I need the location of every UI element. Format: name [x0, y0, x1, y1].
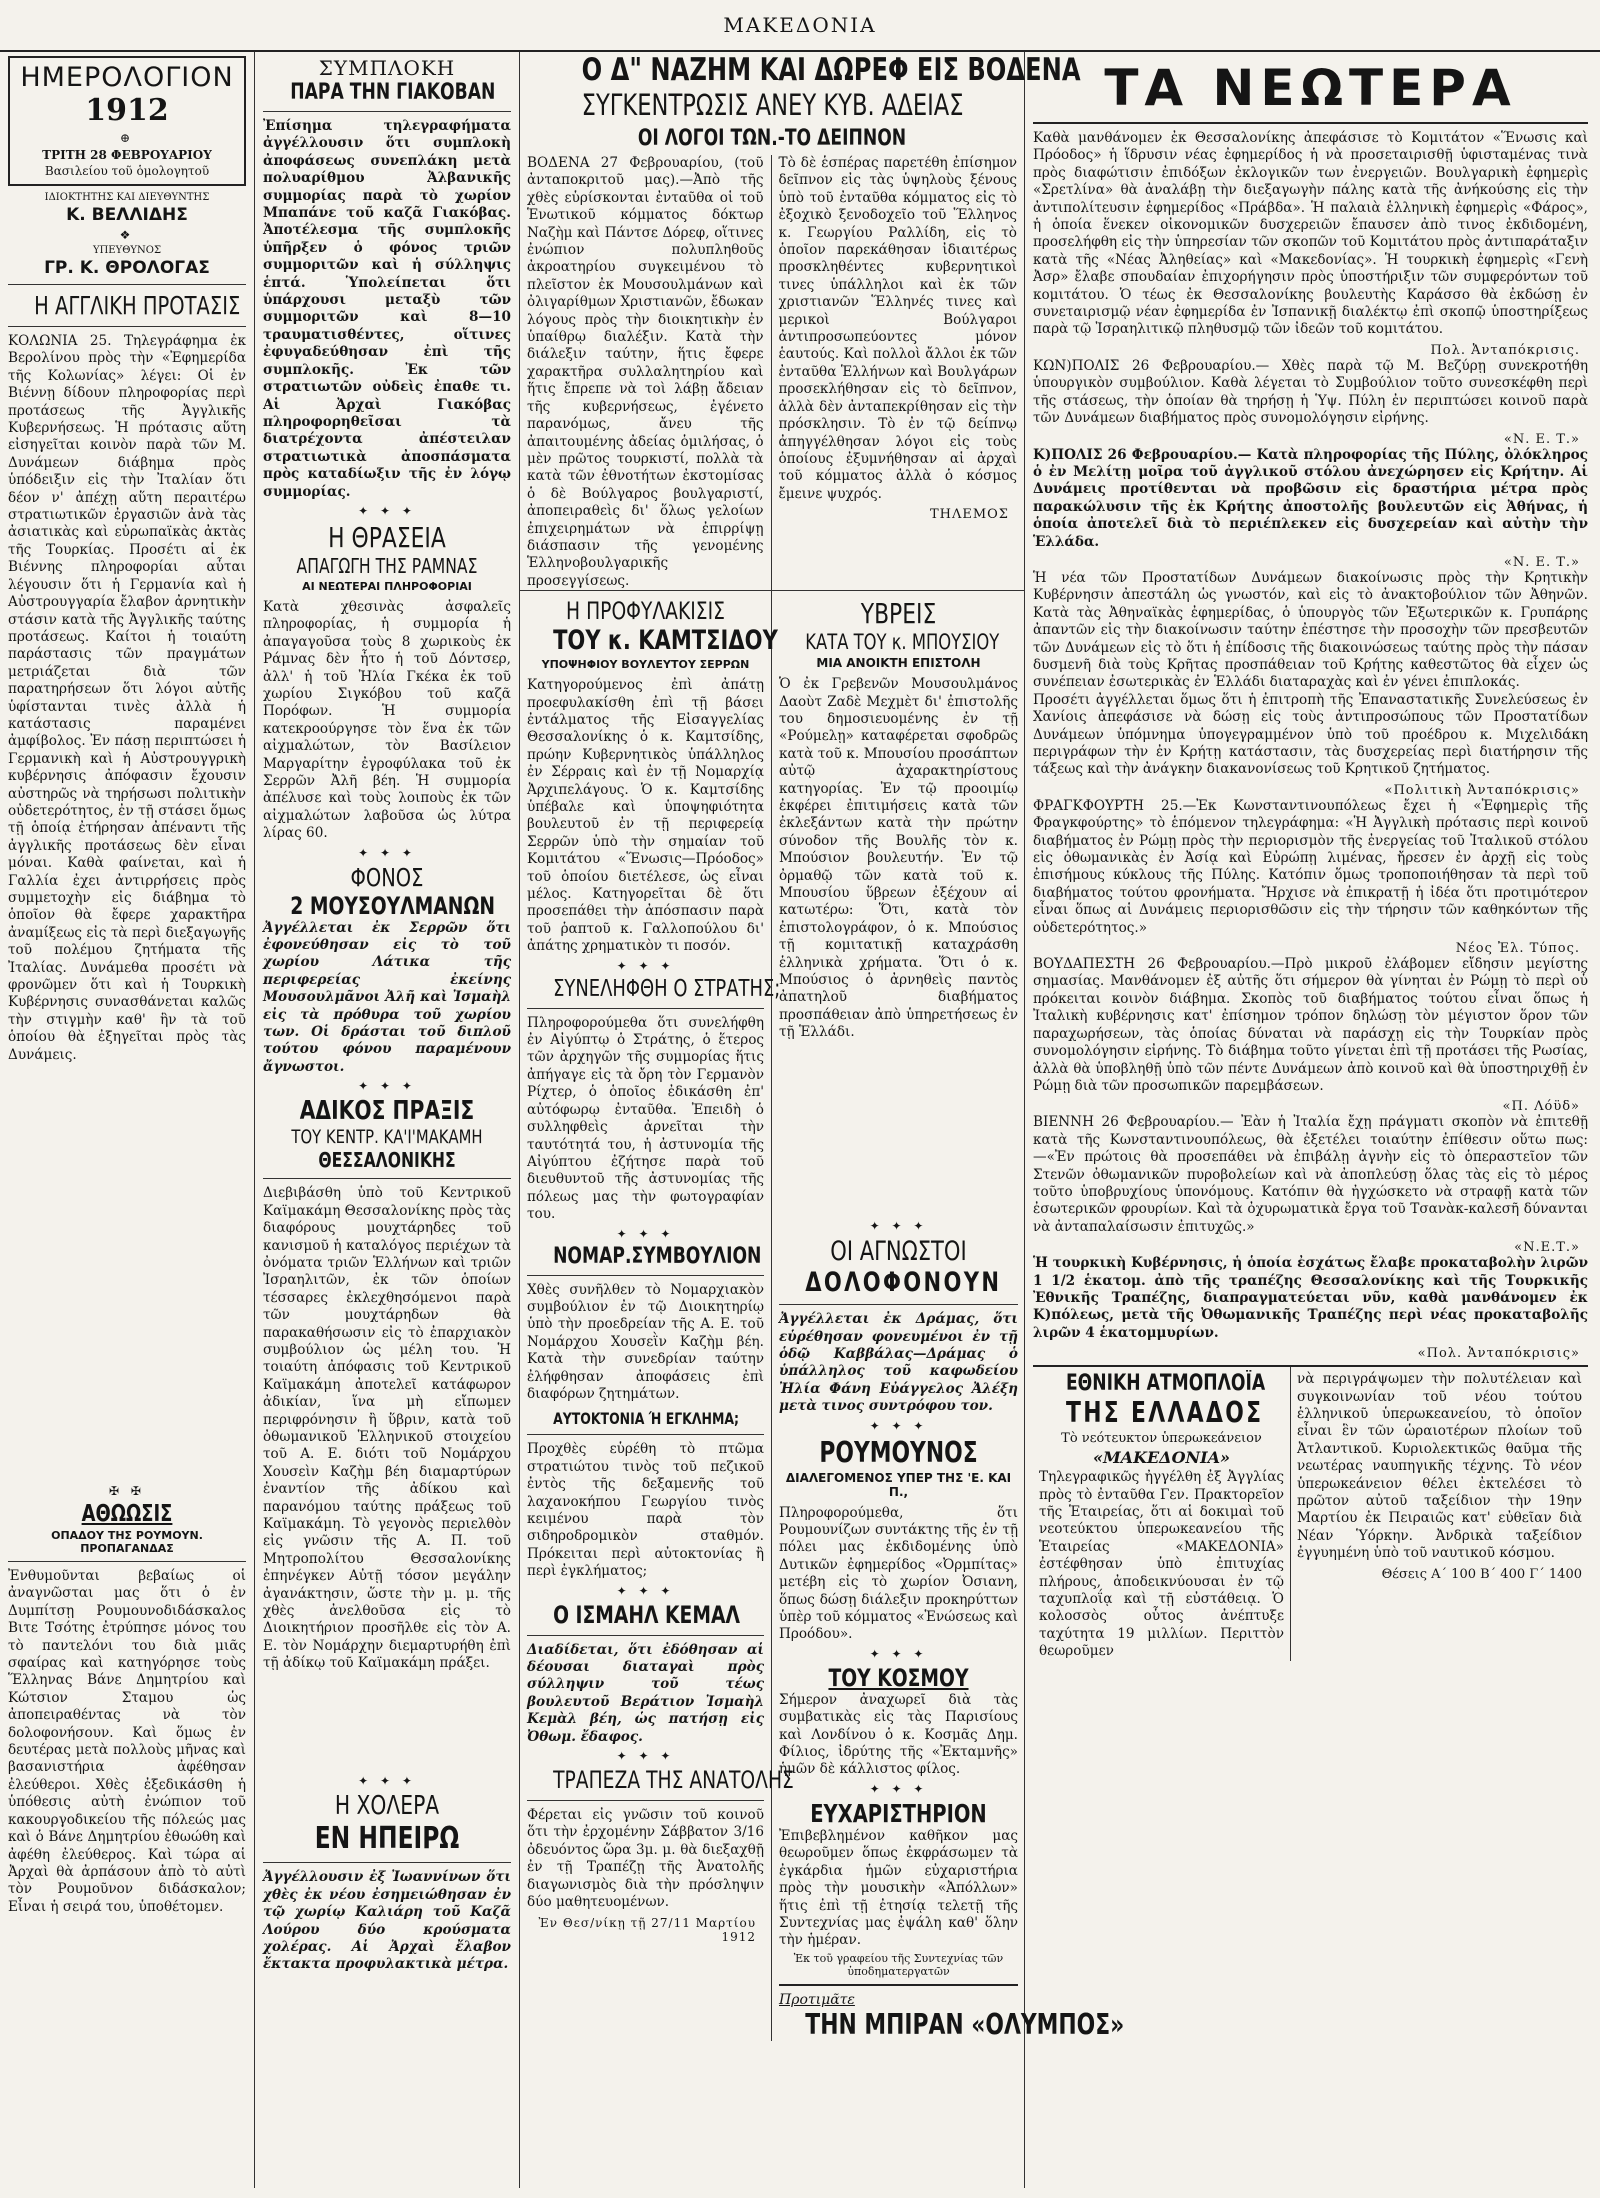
article-title: ΥΒΡΕΙΣ [860, 597, 937, 631]
article-title: ΣΥΝΕΛΗΦΘΗ Ο ΣΤΡΑΤΗΣ; [553, 975, 781, 1002]
ornament: ✦ ✦ ✦ [869, 1219, 928, 1234]
news-source: «Ν.Ε.Τ.» [1514, 1240, 1580, 1256]
article-subtitle: ΟΠΑΔΟΥ ΤΗΣ ΡΟΥΜΟΥΝ. ΠΡΟΠΑΓΑΝΔΑΣ [51, 1529, 203, 1555]
article-title: Η ΠΡΟΦΥΛΑΚΙΣΙΣ [566, 597, 725, 626]
divider [8, 1561, 246, 1562]
news-source: «Ν. Ε. Τ.» [1503, 431, 1580, 447]
article-title: Η ΧΟΛΕΡΑ [334, 1791, 440, 1822]
article-subtitle: ΑΙ ΝΕΩΤΕΡΑΙ ΠΛΗΡΟΦΟΡΙΑΙ [302, 579, 472, 593]
article-title: ΑΘΩΩΣΙΣ [81, 1501, 173, 1527]
divider [263, 1178, 511, 1179]
news-paragraph: Ἡ τουρκικὴ Κυβέρνησις, ἡ ὁποία ἐσχάτως ἔλαβε προκαταβολὴν λιρῶν 1 1/2 ἑκατομ. ἀπὸ τῆς τραπέζης Θεσσαλονίκης καὶ τῆς Τουρκικῆς Ἐθνικῆς Τραπέζης, διαπραγματεύεται νῦν, καθὰ μανθάνομεν ἐκ Κ)πόλεως, μετὰ τῆς Ὀθωμανικῆς Τραπέζης περὶ νέας προκαταβολῆς λιρῶν 4 ἑκατομμυρίων. [1033, 1255, 1588, 1341]
ornament: ✦ ✦ ✦ [869, 1781, 928, 1796]
article-body: Διεβιβάσθη ὑπὸ τοῦ Κεντρικοῦ Καϊμακάμη Θεσσαλονίκης πρὸς τὰς διαφόρους μουχτάρηδες τοῦ κανισμοῦ ἡ καταλόγος περιέχων τὰ ὀνόματα τριῶν Ἑλλήνων καὶ τριῶν Ἰσραηλιτῶν, ἐκ τῶν ὁποίων τέσσαρες ἐκλεχθησόμενοι παρὰ τῶν μουχτάρηδων θὰ παρακαθήσωσιν εἰς τὸ ἐπαρχιακὸν συμβούλιον ὡς μέλη του. Ἡ τοιαύτη ἀπόφασις τοῦ Κεντρικοῦ Καϊμακάμη ἀποτελεῖ κατάφωρον ἀδικίαν, ἵνα μὴ εἴπωμεν περιφρόνησιν ἢ ὕβριν, κατὰ τοῦ ὀθωμανικοῦ Ἑλληνικοῦ στοιχείου τοῦ Α. Ε. διότι τοῦ Νομάρχου Χουσεὶν Καζὴμ βέη διαμαρτύρων ἐναντίον τῆς ἀδίκου καὶ παρανόμου ταύτης πράξεως τοῦ Καϊμακάμη. Τὸ γεγονὸς περιελθὸν εἰς γνῶσιν τῆς Α. Π. τοῦ Μητροπολίτου Θεσσαλονίκης ἐπηνέγκεν Αὐτῇ τόσον μεγάλην ἀγανάκτησιν, ὥστε τὴν μ. μ. τῆς χθὲς ἀνελθοῦσα εἰς τὸ Διοικητήριον προσῆλθε εἰς τὸν Α. Ε. τὸν Νομάρχην διεμαρτυρήθη ἐπὶ τῇ ἀδίκῳ τοῦ Καϊμακάμη πράξει. [263, 1185, 511, 1672]
article-body: Χθὲς συνῆλθεν τὸ Νομαρχιακὸν συμβούλιον ἐν τῷ Διοικητηρίῳ ὑπὸ τὴν προεδρείαν τῆς Α. Ε. τοῦ Νομάρχου Χουσεῒν Καζὴμ βέη. Κατὰ τὴν συνεδρίαν ταύτην ἐλήφθησαν ἀποφάσεις ἐπὶ διαφόρων ζητημάτων. [527, 1281, 764, 1402]
ornament: ✦ ✦ ✦ [358, 1079, 416, 1094]
article-title-line3: ΘΕΣΣΑΛΟΝΙΚΗΣ [318, 1148, 456, 1173]
ornament: ✦ ✦ ✦ [869, 1418, 928, 1433]
news-source: Πολ. Ἀνταπόκρισις. [1430, 342, 1580, 358]
article-body: Κατηγορούμενος ἐπὶ ἀπάτῃ προεφυλακίσθη ἐπὶ τῇ βάσει ἐντάλματος τῆς Εἰσαγγελίας Θεσσαλονίκης ὁ κ. Καμτσίδης, πρώην Κυβερνητικὸς ὑπάλληλος ἐν Σέρραις καὶ ἐν τῇ Νομαρχίᾳ Ἀρχιπελάγους. Ὁ κ. Καμτσίδης ὑπέβαλε καὶ ὑποψηφιότητα βουλευτοῦ ἐν τῇ περιφερείᾳ Σερρῶν ὑπὸ τὴν σημαίαν τοῦ Κομιτάτου «Ἕνωσις—Πρόοδος» τοῦ ὁποίου διετέλεσε, ὡς εἶναι μέλος. Κατηγορεῖται δὲ ὅτι προσεπάθει τὴν ἀπόσπασιν παρὰ τοῦ ῥαπτοῦ κ. Γαλλοπούλου δι' ἀπάτης χρηματικὸν τι ποσόν. [527, 677, 764, 955]
article-subtitle: ΔΙΑΛΕΓΟΜΕΝΟΣ ΥΠΕΡ ΤΗΣ 'Ε. ΚΑΙ Π., [785, 1470, 1012, 1499]
article-title-line2: ΤΟΥ ΚΕΝΤΡ. ΚΑ'Ι'ΜΑΚΑΜΗ [291, 1126, 483, 1149]
ad-ship-name: «ΜΑΚΕΔΟΝΙΑ» [1092, 1448, 1231, 1468]
ad-body-right: νὰ περιγράψωμεν τὴν πολυτέλειαν καὶ συγκοινωνίαν τοῦ νέου τούτου ἑλληνικοῦ ὑπερωκεανείου, τὸ ὁποῖον εἶναι ἓν τῶν ὡραιοτέρων πλοίων τοῦ Ἀτλαντικοῦ. Κυριολεκτικῶς θαῦμα τῆς νεωτέρας ναυπηγικῆς τέχνης. Τὸ νέον ὑπερωκεάνειον θέλει ἐκτελέσει τὸ πρῶτον αὐτοῦ ταξείδιον τὴν 19ην Μαρτίου ἐκ Πειραιῶς κατ' εὐθεῖαν διὰ Νέαν Ὑόρκην. Ἀνδρικὰ ταξείδιον ἐγγυημένη ὑπὸ τοῦ ναυτικοῦ κόσμου. [1297, 1371, 1582, 1562]
article-body: Κατὰ χθεσινὰς ἀσφαλεῖς πληροφορίας, ἡ συμμορία ἡ ἀπαγαγοῦσα τοὺς 8 χωρικοὺς ἐκ Ράμνας δὲν ἦτο ἡ τοῦ Δόντσερ, ἀλλ' ἡ τοῦ Ἠλία Γκέκα ἐκ τοῦ χωρίου Σιγκόβου τοῦ καζᾶ Πορόφων. Ἡ συμμορία κατεκροούργησε τὸν ἕνα ἐκ τῶν αἰχμαλώτων, τὸν Βασίλειον Μαργαρίτην ἐγροφύλακα τοῦ ἐκ Σερρῶν Ἀλῆ βέη. Ἡ συμμορία ἀπέλυσε καὶ τοὺς λοιποὺς ἐκ τῶν αἰχμαλώτων λαβοῦσα ὡς λύτρα λίρας 60. [263, 598, 511, 842]
article-body: Ἐπιβεβλημένον καθῆκον μας θεωροῦμεν ὅπως ἐκφράσωμεν τὰ ἐγκάρδια ἡμῶν εὐχαριστήρια πρὸς τὴν μουσικὴν «Ἀπόλλων» ἥτις ἐπὶ τῇ ἐτησίᾳ τελετῇ τῆς Συντεχνίας μας ἐψάλη καθ' ὅλην τὴν ἡμέραν. [779, 1827, 1018, 1949]
news-paragraph: ΦΡΑΓΚΦΟΥΡΤΗ 25.—Ἐκ Κωνσταντινουπόλεως ἔχει ἡ «Ἐφημερὶς τῆς Φραγκφούρτης» τὸ ἑπόμενον τηλεγράφημα: «Ἡ Ἀγγλικὴ πρότασις περὶ κοινοῦ διαβήματος ἐν Ρώμῃ πρὸς τὴν περιορισμὸν τῆς ἐνεργείας τοῦ Ἰταλικοῦ στόλου εἰς ὀθωμανικὰς ἐν Ἀσίᾳ καὶ Εὐρώπῃ λιμένας, ἤρεσεν ἐν ἀρχῇ εἰς τοὺς ἐπισήμους κύκλους τῆς Πύλης. Κατόπιν ὅμως τροποποιήθησαν τὰ περὶ τοῦ διαβήματος τούτου φρονήματα. Ἤρχισε νὰ ἐπικρατῇ ἡ ἰδέα ὅτι προτιμότερον εἶναι ὅπως αἱ Δυνάμεις περιορισθῶσιν εἰς τὴν τήρησιν τῶν καθηκόντων τῆς οὐδετερότητος.» [1033, 797, 1588, 936]
article-body: Ἀγγέλλουσιν ἐξ Ἰωαννίνων ὅτι χθὲς ἐκ νέου ἐσημειώθησαν ἐν τῷ χωρίῳ Καλιάρη τοῦ Καζᾶ Λούρου δύο κρούσματα χολέρας. Αἱ Ἀρχαὶ ἔλαβον ἔκτακτα προφυλακτικὰ μέτρα. [263, 1869, 511, 1973]
article-body: Σήμερον ἀναχωρεῖ διὰ τὰς συμβατικὰς εἰς τὰς Παρισίους καὶ Λονδίνου ὁ κ. Κοσμᾶς Δημ. Φίλιος, ἰδρύτης τῆς «Ἐκταμνῆς» ἡμῶν δὲ κάλλιστος φίλος. [779, 1691, 1018, 1778]
news-paragraph: ΒΙΕΝΝΗ 26 Φεβρουαρίου.— Ἐὰν ἡ Ἰταλία ἔχῃ πράγματι σκοπὸν νὰ ἐπιτεθῇ κατὰ τῆς Κωνσταντινουπόλεως, θὰ ἐξετέλει τοιαύτην ἐπίθεσιν οὕτω πως: —«Ἐν πρώτοις θὰ προσεπάθει νὰ ἐπιβάλῃ ἀγνὴν εἰς τὸ ὁπεραστεῖον τῶν Στενῶν ὀθωμανικῶν πυροβολείων καὶ νὰ ἀποπλεύσῃ ὅλας τὰς εἰς τὸ μέρος τοῦτο ὑποβρυχίους ὑπονόμους. Κατόπιν θὰ ἠγχώσκετο νὰ στραφῇ κατὰ τῶν ἐσωτερικῶν φρουρίων. Καὶ τὰ ὀχυρωματικὰ ἔργα τοῦ Τσανὰκ-καλεσῆ δύνανται νὰ ἀνταπαλαίσωσιν ἐπιτυχῶς.» [1033, 1114, 1588, 1235]
ornament: ✦ ✦ ✦ [358, 1774, 416, 1789]
news-source: «Πολιτικὴ Ἀνταπόκρισις» [1384, 782, 1580, 798]
lead-body-right: Τὸ δὲ ἑσπέρας παρετέθη ἐπίσημον δεῖπνον εἰς τὰς ὑψηλοὺς ξένους ὑπὸ τοῦ ἐνταῦθα κόμματος εἰς τὸ ἐξοχικὸ ξενοδοχεῖο τοῦ Ἕλληνος κ. Γεωργίου Ραλλίδη, εἰς τὸ ὁποῖον παρεκάθησαν ἰδιαιτέρως προσκληθέντες κυβερνητικοὶ τινες ὑπάλληλοι καὶ ἐκ τῶν χριστιανῶν Ἕλληνές τινες καὶ μερικοὶ Βούλγαροι ἀντιπροσωπεύοντες μόνον ἑαυτούς. Καὶ πολλοὶ ἄλλοι ἐκ τῶν ἐνταῦθα Ἑλλήνων καὶ Βουλγάρων προσεκλήθησαν εἰς τὸ δεῖπνον, ἀλλὰ δὲν ἀνταπεκρίθησαν εἰς τὴν πρόσκλησιν. Τὸ ἐν τῷ δείπνῳ ἀπηγγέλθησαν λόγοι εἰς τοὺς ὁποίους ἐξυμνήθησαν αἱ ἀρχαὶ τοῦ κόμματος ἀλλὰ ὁ κόσμος ἔμεινε ψυχρός. [778, 155, 1017, 502]
article-body: Ὁ ἐκ Γρεβενῶν Μουσουλμάνος Δαοὺτ Ζαδὲ Μεχμὲτ δι' ἐπιστολῆς του δημοσιευομένης ἐν τῇ «Ρούμελῃ» καταφέρεται σφοδρῶς κατὰ τοῦ κ. Μπουσίου προσάπτων αὐτῷ ἀχαρακτηρίστους κατηγορίας. Ἐν τῷ προοιμίῳ ἐκφέρει ἐπιτιμήσεις κατὰ τῶν ἐκλεξάντων κατὰ τὴν πρώτην σύνοδον τῆς Βουλῆς τὸν κ. Μπούσιον βουλευτήν. Ἐν τῷ ὀρμαθῷ τῶν κατὰ τοῦ κ. Μπουσίου ὕβρεων ἐξέχουν αἱ κατωτέρω: Ὅτι, κατὰ τὸν ἐπιστολογράφον, ὁ κ. Μπούσιος τῇ κομιτατικῇ καταχράσθη ἑλληνικὰ χρήματα. Ὅτι ὁ κ. Μπούσιος ὁ ἀρνηθεὶς παντὸς ἀπατηλοῦ διαβήματος προσπάθειαν ἀπὸ ὑπηρετήσεως ἐν τῇ Ἑλλάδι. [779, 676, 1018, 1041]
article-title: ΦΟΝΟΣ [350, 862, 424, 892]
article-signature: Ἐκ τοῦ γραφείου τῆς Συντεχνίας τῶν ὑποδηματεργατῶν [793, 1951, 1004, 1978]
owner-name: Κ. ΒΕΛΛΙΔΗΣ [66, 205, 188, 225]
divider [527, 1800, 764, 1801]
column-1 [0, 52, 255, 2188]
article-body: Διαδίδεται, ὅτι ἐδόθησαν αἱ δέουσαι διαταγαὶ πρὸς σύλληψιν τοῦ τέως βουλευτοῦ Βεράτιον Ἰσμαὴλ Κεμὰλ βέη, ὡς πατήσῃ εἰς Ὀθωμ. ἔδαφος. [527, 1641, 764, 1745]
article-title: ΑΔΙΚΟΣ ΠΡΑΞΙΣ [299, 1096, 475, 1127]
column-3 [520, 52, 1125, 2188]
ad-title-line2: ΤΗΣ ΕΛΛΑΔΟΣ [1065, 1396, 1264, 1430]
article-title: Ο ΙΣΜΑΗΛ ΚΕΜΑΛ [553, 1600, 740, 1629]
article-title: ΡΟΥΜΟΥΝΟΣ [819, 1435, 978, 1469]
ornament: ⊕ [119, 131, 135, 145]
article-body: Προχθὲς εὑρέθη τὸ πτῶμα στρατιώτου τινὸς τοῦ πεζικοῦ ἐντὸς τῆς δεξαμενῆς τοῦ λαχανοκήπου Γεωργίου τινὸς κειμένου παρὰ τὸν σιδηροδρομικὸν σταθμόν. Πρόκειται περὶ αὐτοκτονίας ἢ περὶ ἐγκλήματος; [527, 1441, 764, 1580]
ornament: ✦ ✦ ✦ [616, 1749, 675, 1764]
article-title: ΑΥΤΟΚΤΟΝΙΑ Ή ΕΓΚΛΗΜΑ; [553, 1409, 740, 1429]
article-body: Ἀγγέλλεται ἐκ Δράμας, ὅτι εὑρέθησαν φονευμένοι ἐν τῇ ὁδῷ Καββάλας—Δράμας ὁ ὑπάλληλος τοῦ καφωδείου Ἠλία Φάνη Εὐάγγελος Ἀλέξη μετὰ τινος συντρόφου τον. [779, 1311, 1018, 1415]
article-title-line2: ΔΟΛΟΦΟΝΟΥΝ [805, 1267, 1002, 1299]
article-title: ΤΡΑΠΕΖΑ ΤΗΣ ΑΝΑΤΟΛΗΣ [553, 1766, 794, 1795]
article-body: Ἐπίσημα τηλεγραφήματα ἀγγέλλουσιν ὅτι συμπλοκὴ ἀποφάσεως συνεπλάκη μετὰ πολυαρίθμου Ἀλβανικῆς συμμορίας παρὰ τὸ χωρίον Μπαπάνε τοῦ καζᾶ Γιακόβας. Ἀποτέλεσμα τῆς συμπλοκῆς ὑπῆρξεν ὁ φόνος τριῶν συμμοριτῶν καὶ ἡ σύλληψις ἑπτά. Ὑπολείπεται ὅτι ὑπάρχουσι μεταξὺ τῶν συμμοριτῶν καὶ 8—10 τραυματισθέντες, οἵτινες ἐφυγαδεύθησαν ἐπὶ τῆς συμπλοκῆς. Ἐκ τῶν στρατιωτῶν οὐδεὶς ἐπαθε τι. Αἱ Ἀρχαὶ Γιακόβας πληροφορηθεῖσαι τὰ διατρέχοντα ἀπέστειλαν στρατιωτικὰ ἀποσπάσματα πρὸς καταδίωξιν τῆς ἐν λόγῳ συμμορίας. [263, 118, 511, 500]
ornament: ✠ ✠ [109, 1484, 145, 1498]
ornament: ✦ ✦ ✦ [616, 958, 675, 973]
ornament: ✦ ✦ ✦ [358, 845, 416, 860]
resp-name: ΓΡ. Κ. ΘΡΟΛΟΓΑΣ [44, 258, 210, 278]
news-paragraph: Κ)ΠΟΛΙΣ 26 Φεβρουαρίου.— Κατὰ πληροφορίας τῆς Πύλης, ὀλόκληρος ὁ ἐν Μελίτῃ μοῖρα τοῦ ἀγγλικοῦ στόλου ἀνεχώρησεν εἰς Κρήτην. Αἱ Δυνάμεις προτίθενται νὰ προβῶσιν εἰς δραστήρια μέτρα πρὸς παρακώλυσιν τῆς ἐκ Κρήτης ἀποστολῆς βουλευτῶν εἰς Ἀθήνας, ἡ ὁποία ἀποτελεῖ διὰ τὸ περιέπλεκεν εἰς δυσχερείαν καὶ αὐτὴν τὴν Ἑλλάδα. [1033, 446, 1588, 550]
lead-signature: ΤΗΛΕΜΟΣ [929, 507, 1009, 523]
news-source: «Π. Λόϋδ» [1502, 1099, 1580, 1115]
ad-title: ΤΗΝ ΜΠΙΡΑΝ «ΟΛΥΜΠΟΣ» [805, 2007, 1125, 2041]
article-body: Ἀγγέλλεται ἐκ Σερρῶν ὅτι ἐφονεύθησαν εἰς τὸ τοῦ χωρίου Λάτικα τῆς περιφερείας ἐκείνης Μουσουλμᾶνοι Ἀλῆ καὶ Ἰσμαὴλ εἰς τὰ πρόθυρα τοῦ χωρίου των. Οἱ δράσται τοῦ διπλοῦ τούτου φόνου παραμένουν ἄγνωστοι. [263, 919, 511, 1075]
article-title: ΝΟΜΑΡ.ΣΥΜΒΟΥΛΙΟΝ [553, 1243, 762, 1269]
divider [8, 326, 246, 327]
article-title-line2: ΚΑΤΑ ΤΟΥ κ. ΜΠΟΥΣΙΟΥ [805, 630, 1000, 655]
ornament: ❖ [119, 228, 135, 242]
article-body: ΚΟΛΩΝΙΑ 25. Τηλεγράφημα ἐκ Βερολίνου πρὸς τὴν «Ἐφημερίδα τῆς Κολωνίας» λέγει: Οἱ ἐν Βιέννῃ δίδουν πληροφορίας περὶ προτάσεως τῆς Ἀγγλικῆς Κυβερνήσεως. Ἡ πρότασις αὕτη εἰσηγεῖται κοινὸν παρὰ τῶν Μ. Δυνάμεων διάβημα πρὸς ὑπόδειξιν εἰς τὴν Ἰταλίαν ὅτι δέον ν' ἀπέχῃ αὕτη περαιτέρω στρατιωτικῶν ἐργασιῶν ἀνὰ τὰς ἀσιατικὰς καὶ εὐρωπαϊκὰς ἀκτὰς τῆς Τουρκίας. Προσέτι αἱ ἐκ Βιέννης πληροφορίαι αὗται λέγουσιν ὅτι ἡ Γερμανία καὶ ἡ Αὐστρουγγαρία ἔλαβον ἀρνητικὴν στάσιν κατὰ τῆς Ἀγγλικῆς ταύτης προτάσεως. Καίτοι ἡ τοιαύτη παράστασις τῶν πραγμάτων μετριάζεται διὰ τῶν παρατηρήσεων ὅτι λόγοι αὐτῆς ὑφίστανται τινὲς ἀλλὰ ἡ κατάστασις παραμένει ἀμφίβολος. Ἐν πάσῃ περιπτώσει ἡ Γερμανικὴ καὶ ἡ Αὐστρουγγρικὴ κυβέρνησις ἀπόφασιν ἔχουσιν αὐστηρῶς νὰ τηρήσωσι πολιτικὴν οὐδετερότητος, ἐν τῇ στάσει ὅμως τῇ ὁποίᾳ ἐτήρησαν ἀπέναντι τῆς ἀγγλικῆς προτάσεως δὲν εἶναι μόναι. Καθὰ φαίνεται, καὶ ἡ Γαλλία ἐχει ἀντιρρήσεις πρὸς συμμετοχὴν εἰς διάβημα τὸ ὁποῖον θὰ ἔφερε χαρακτῆρα ἀναμίξεως εἰς τὰ περὶ διεξαγωγῆς τοῦ πολέμου ζητήματα τῆς Ἰταλίας. Δυνάμεθα προσέτι νὰ φρονῶμεν ὅτι καὶ ἡ Τουρκικὴ Κυβέρνησις συνασθάνεται καλῶς τὴν στιγμὴν καθ' ἣν τὰ τοῦ ὁποίου θὰ ἐξηγεῖται πρὸς τὰς Δυνάμεις. [8, 333, 246, 1063]
news-paragraph: Καθὰ μανθάνομεν ἐκ Θεσσαλονίκης ἀπεφάσισε τὸ Κομιτάτον «Ἕνωσις καὶ Πρόοδος» ἡ ἵδρυσιν νέας ἐφημερίδος ἡ νὰ προσεταιρισθῇ ὑφισταμένας τινὰ πρὸς διαφώτισιν ἐπιδόξων ἐκλογικῶν των ἐνεργειῶν. Βουλγαρικὴ ἐφημερὶς «Σρετλίνα» θὰ ἀναλάβῃ τὴν διεξαγωγὴν πάλης κατὰ τῆς ἀνήκούσης εἰς τὴν ἀντιπολίτευσιν ἐφημερίδος «Πράβδα». Ἡ παλαιὰ ἑλληνικὴ ἐφημερὶς «Φάρος», ἡ ὁποία ἕνεκεν οἰκονομικῶν δυσχερειῶν ἔπαυσεν ἀπὸ τινος ἐκδιδομένη, προσελήφθη εἰς τὴν ὑπηρεσίαν τῶν σκοπῶν τοῦ Κομιτάτου πρὸς ἀντιπαράταξιν κατὰ τῆς «Νέας Ἀληθείας» καὶ «Μακεδονίας». Ἡ τουρκικὴ ἐφημερὶς «Γενὴ Ἀσρ» ἔλαβε σπουδαίαν ἐπιχορήγησιν πρὸς ὑποστήριξιν τῶν συμφερόντων τοῦ κομιτάτου. Ὁ τέως ἐκ Θεσσαλονίκης βουλευτὴς Καράσσο θὰ ἐκδώσῃ ἐν συνεταιρισμῷ νέαν ἐφημερίδα ἐν Ἰσπανικῇ διαλέκτῳ ἐπὶ σκοπῷ ὑποστηρίξεως παρὰ τῷ Ἰσραηλιτικῷ πληθυσμῷ τῶν ἰδεῶν τοῦ κομιτάτου. [1033, 130, 1588, 338]
news-paragraph: ΒΟΥΔΑΠΕΣΤΗ 26 Φεβρουαρίου.—Πρὸ μικροῦ ἐλάβομεν εἴδησιν μεγίστης σημασίας. Μανθάνομεν ἐξ αὐτῆς ὅτι σήμερον θὰ γίνηται ἐν Ρώμῃ τὸ περὶ οὗ πρόκειται κοινὸν διάβημα. Σκοπὸς τοῦ διαβήματος τούτου εἶναι ὅπως ἡ Ἰταλικὴ κυβέρνησις κατ' ἐπίσημον τρόπον δηλώσῃ τὸν μέγιστον ὅρον τῶν παραχωρήσεων, τὰς ὁποίας δύναται νὰ παράσχῃ εἰς τὴν Τουρκίαν πρὸς συνομολόγησιν εἰρήνης. Τὸ διάβημα τοῦτο γίνεται ἐπὶ τῇ προτάσει τῆς Ρωσίας, ἀλλὰ θὰ ὑποβληθῇ ὑπὸ τῶν πέντε Δυνάμεων ἀπὸ κοινοῦ καὶ θὰ ὑποστηριχθῇ ἐν Ρώμῃ διὰ τῶν προσωπικῶν παρεμβάσεων. [1033, 956, 1588, 1094]
lead-subtitle: ΟΙ ΛΟΓΟΙ ΤΩΝ.-ΤΟ ΔΕΙΠΝΟΝ [637, 126, 907, 151]
ornament: ✦ ✦ ✦ [616, 1226, 675, 1241]
article-signature: Ἐν Θεσ/νίκῃ τῇ 27/11 Μαρτίου 1912 [538, 1915, 756, 1944]
ad-lead: Τὸ νεότευκτον ὑπερωκεάνειον [1061, 1431, 1262, 1447]
calendar-saint: Βασιλείου τοῦ ὁμολογητοῦ [44, 164, 210, 178]
calendar-title: ΗΜΕΡΟΛΟΓΙΟΝ [20, 62, 234, 93]
article-title: Η ΘΡΑΣΕΙΑ [328, 520, 446, 554]
divider [527, 1008, 764, 1009]
ad-prices: Θέσεις Α΄ 100 Β΄ 400 Γ΄ 1400 [1381, 1566, 1582, 1582]
shipping-ad [1033, 1365, 1588, 1660]
article-body: Πληροφορούμεθα, ὅτι Ρουμουνίζων συντάκτης τῆς ἐν τῇ πόλει μας ἐκδιδομένης ὑπὸ Δυτικῶν ἐφημερίδος «Ὀρμπίτας» μετέβη εἰς τὸ χωρίον Ὀσιανη, ὅπως δώσῃ διάλεξιν προκηρύττων ὑπὲρ τοῦ κόμματος «Ἑνώσεως καὶ Προόδου». [779, 1504, 1018, 1643]
article-title-line2: 2 ΜΟΥΣΟΥΛΜΑΝΩΝ [290, 891, 496, 920]
news-paragraph: Προσέτι ἀγγέλλεται ὅμως ὅτι ἡ ἐπιτροπὴ τῆς Ἐπαναστατικῆς Συνελεύσεως ἐν Χανίοις ἀπεφάσισε νὰ δώσῃ εἰς τοὺς ἀντιπροσώπους τῶν Προστατίδων Δυνάμεων ὑπόμνημα ὑπογεγραμμένον ὑπὸ τοῦ προέδρου κ. Μιχελιδάκη περιγράφων τὴν ἐν Κρήτῃ κατάστασιν, τὰς δυσχερείας περὶ διατήρησιν τῆς τάξεως καὶ τὴν ἀνάγκην διακανονίσεως τοῦ Κρητικοῦ ζητήματος. [1033, 691, 1588, 778]
calendar-year: 1912 [85, 93, 169, 128]
ad-body-left: Τηλεγραφικῶς ἠγγέλθη ἐξ Ἀγγλίας πρὸς τὸ ἐνταῦθα Γεν. Πρακτορεῖον τῆς Ἑταιρείας, ὅτι αἱ δοκιμαὶ τοῦ νεοτεύκτου ὑπερωκεανείου τῆς Ἑταιρείας «ΜΑΚΕΔΟΝΙΑ» ἐστέφθησαν ὑπὸ ἐπιτυχίας πλήρους, ἀποδεικνύουσαι ἐν τῷ ταχυπλοΐᾳ καὶ τῇ εὐστάθειᾳ. Ὁ κολοσσὸς οὗτος ἀνέπτυξε ταχύτητα 19 μιλλίων. Περιττὸν θεωροῦμεν [1039, 1469, 1284, 1660]
article-title: ΕΥΧΑΡΙΣΤΗΡΙΟΝ [810, 1798, 987, 1828]
calendar-date: ΤΡΙΤΗ 28 ΦΕΒΡΟΥΑΡΙΟΥ [42, 148, 212, 162]
lead-body-left: ΒΟΔΕΝΑ 27 Φεβρουαρίου, (τοῦ ἀνταποκριτοῦ μας).—Ἀπὸ τῆς χθὲς εὑρίσκονται ἐνταῦθα οἱ τοῦ Ἑνωτικοῦ κόμματος δόκτωρ Ναζὴμ καὶ Πάντσε Δόρεφ, οἵτινες ἐνώπιον πολυπληθοῦς ἀκροατηρίου συγκειμένου τὸ πλεῖστον ἐκ Μουσουλμάνων καὶ ὀλιγαρίθμων Χριστιανῶν, ἔδωκαν λόγους πρὸς τὴν διοικητικὴν ἐν ὑπαίθρῳ διαλέξιν. Κατὰ τὴν διάλεξιν ταύτην, ἥτις ἔφερε χαρακτῆρα συλλαλητηρίου καὶ ἥτις ἔπρεπε νὰ τοὶ λάβῃ ἄδειαν τῆς κυβερνήσεως, ἐγένετο παρανόμως, ἄνευ τῆς ἀπαιτουμένης ἀδείας ὁμιλήσας, ὁ μὲν πρῶτος τουρκιστί, πολλὰ τὰ κατὰ τῶν ἐθνοτήτων ἐκστομίσας ὁ δὲ Βούλγαρος βουλγαριστί, ἀποπειραθεὶς δι' ὅλως γελοίων ἐπιχειρημάτων νὰ ἐπιρρίψῃ διάσπασιν τῆς γενομένης Ἑλληνοβουλγαρικῆς προσεγγίσεως. [527, 155, 764, 589]
divider [527, 1434, 764, 1435]
resp-label: ΥΠΕΥΘΥΝΟΣ [92, 245, 162, 256]
column-2 [255, 52, 520, 2188]
lead-title: Ο Δ" ΝΑΖΗΜ ΚΑΙ ΔΩΡΕΦ ΕΙΣ ΒΟΔΕΝΑ [581, 52, 1081, 88]
article-title: ΠΑΡΑ ΤΗΝ ΓΙΑΚΟΒΑΝ [290, 80, 496, 105]
article-title-line2: ΤΟΥ κ. ΚΑΜΤΣΙΔΟΥ [553, 625, 778, 657]
news-paragraph: ΚΩΝ)ΠΟΛΙΣ 26 Φεβρουαρίου.— Χθὲς παρὰ τῷ Μ. Βεζύρῃ συνεκροτήθη ὑπουργικὸν συμβούλιον. Καθὰ λέγεται τὸ Συμβούλιον τοῦτο συνεσκέφθη περὶ τῆς στάσεως, τὴν ὁποίαν θὰ τηρήσῃ ἡ Ὑψ. Πύλη ἐν περιπτώσει κοινοῦ παρὰ τῶν Δυνάμεων διαβήματος πρὸς συνομολόγησιν εἰρήνης. [1033, 357, 1588, 427]
news-source: «Ν. Ε. Τ.» [1503, 554, 1580, 570]
article-title: Η ΑΓΓΛΙΚΗ ΠΡΟΤΑΣΙΣ [34, 291, 241, 320]
article-subtitle: ΜΙΑ ΑΝΟΙΚΤΗ ΕΠΙΣΤΟΛΗ [816, 656, 981, 671]
divider [1033, 122, 1588, 124]
article-title: ΤΟΥ ΚΟΣΜΟΥ [828, 1663, 969, 1692]
ornament: ✦ ✦ ✦ [616, 1583, 675, 1598]
article-body: Φέρεται εἰς γνῶσιν τοῦ κοινοῦ ὅτι τὴν ἐρχομένην Σάββατον 3/16 ὀδευόντος ὥρα 3μ. μ. θὰ διεξαχθῇ ἐν τῇ Τραπέζῃ τῆς Ἀνατολῆς διαγωνισμὸς διὰ τὴν πρόσληψιν δύο μαθητευομένων. [527, 1807, 764, 1911]
divider [527, 1635, 764, 1636]
divider [8, 284, 246, 285]
ad-title: ΕΘΝΙΚΗ ΑΤΜΟΠΛΟΪΑ [1065, 1371, 1266, 1397]
divider [527, 1275, 764, 1276]
news-source: «Πολ. Ἀνταπόκρισις» [1417, 1346, 1580, 1362]
lead-story [520, 52, 1081, 591]
news-paragraph: Ἡ νέα τῶν Προστατίδων Δυνάμεων διακοίνωσις πρὸς τὴν Κρητικὴν Κυβέρνησιν ἀπεστάλη ὡς γνωστόν, καὶ εἰς τὸ ἀνακτοβούλιον τῶν Ἀθηνῶν. Κατὰ τὰς Ἀθηναϊκὰς ἐφημερίδας, ὁ ὑπουργὸς τῶν Ἐξωτερικῶν κ. Γρυπάρης ἀπαντῶν εἰς τὴν διακοίνωσιν ταύτην ἐπέστησε τὴν προσοχὴν τῶν πρεσβευτῶν τῶν Δυνάμεων εἰς τὸ ὅτι ἡ ἐπίδοσις τῆς διακοινώσεως ταύτης πρὸς τὴν πάσαν δυσμενῆ διὰ τοὺς Κρῆτας προσπάθειαν τοῦ Κρήτης καθεστῶτος θὰ εἶχεν ὡς συνέπειαν ἐσωτερικὰς ἐν Ἑλλάδι διαταραχὰς καὶ ἐν γένει ἐπιπλοκάς. [1033, 569, 1588, 691]
news-section-title: ΤΑ ΝΕΩΤΕΡΑ [1104, 59, 1517, 117]
article-subtitle: ΥΠΟΨΗΦΙΟΥ ΒΟΥΛΕΥΤΟΥ ΣΕΡΡΩΝ [541, 658, 750, 672]
masthead: ΜΑΚΕΔΟΝΙΑ [0, 0, 1600, 52]
article-kicker: ΣΥΜΠΛΟΚΗ [318, 56, 456, 80]
owner-label: ΙΔΙΟΚΤΗΤΗΣ ΚΑΙ ΔΙΕΥΘΥΝΤΗΣ [44, 192, 210, 203]
article-body: Ἐνθυμοῦνται βεβαίως οἱ ἀναγνῶσται μας ὅτι ὁ ἐν Δυμπίτσῃ Ρουμουνοδιδάσκαλος Βιτε Τσότης ἐτρύπησε μόνος του τὸ παντελόνι του διὰ μιᾶς σφαίρας καὶ κατηγόρησε τοὺς Ἕλληνας Βάνε Δημητρίου καὶ Κώτσιον Σταμου ὡς ἀποπειραθέντας νὰ τὸν δολοφονήσουν. Καὶ ὅμως ἐν δευτέρας μετὰ πολλοὺς μῆνας καὶ βασανιστήρια ἀφέθησαν ἐλεύθεροι. Χθὲς ἐξεδικάσθη ἡ ὑπόθεσις αὐτὴ ἐνώπιον τοῦ κακουργοδικείου τῆς πόλεώς μας καὶ ὁ Βάνε Δημητρίου ἐθωώθη καὶ ἀφέθη ἐλεύθερος. Καὶ τώρα αἱ Ἀρχαὶ θὰ ἀρπάσουν ἀπὸ τὸ αὐτὶ τὸν Ρουμοῦνον διδάσκαλον; Εἶναι ἡ σειρά του, ὑποθέτομεν. [8, 1568, 246, 1915]
article-title-line2: ΑΠΑΓΩΓΗ ΤΗΣ ΡΑΜΝΑΣ [296, 553, 478, 578]
article-title-line2: ΕΝ ΗΠΕΙΡΩ [314, 1821, 460, 1857]
divider [779, 1304, 1018, 1305]
article-title: ΟΙ ΑΓΝΩΣΤΟΙ [830, 1236, 967, 1268]
news-source: Νέος Ἐλ. Τύπος. [1455, 941, 1580, 957]
column-4 [1025, 52, 1600, 2188]
lead-title-line2: ΣΥΓΚΕΝΤΡΩΣΙΣ ΑΝΕΥ ΚΥΒ. ΑΔΕΙΑΣ [581, 88, 964, 122]
article-body: Πληροφορούμεθα ὅτι συνελήφθη ἐν Αἰγύπτῳ ὁ Στράτης, ὁ ἕτερος τῶν ἀρχηγῶν τῆς συμμορίας ἥτις ἀπήγαγε εἰς τὰ ὄρη τὸν Γερμανὸν Ρίχτερ, ὁ ὁποῖος ἐδικάσθη ἐπ' αὐτόφωρῳ ἐνταῦθα. Ἐπειδὴ ὁ συλληφθεὶς ἀρνεῖται τὴν ταυτότητά του, ἡ ἀστυνομία τῆς Αἰγύπτου ἐζήτησε παρὰ τοῦ διευθυντοῦ τῆς ἀστυνομίας τῆς πόλεως μας τὴν φωτογραφίαν του. [527, 1014, 764, 1223]
calendar-box [8, 56, 246, 186]
divider [779, 1984, 1018, 1986]
divider [263, 1862, 511, 1863]
ad-kicker: Προτιμᾶτε [779, 1991, 855, 2008]
ornament: ✦ ✦ ✦ [869, 1646, 928, 1661]
ornament: ✦ ✦ ✦ [358, 503, 416, 518]
divider [263, 111, 511, 112]
